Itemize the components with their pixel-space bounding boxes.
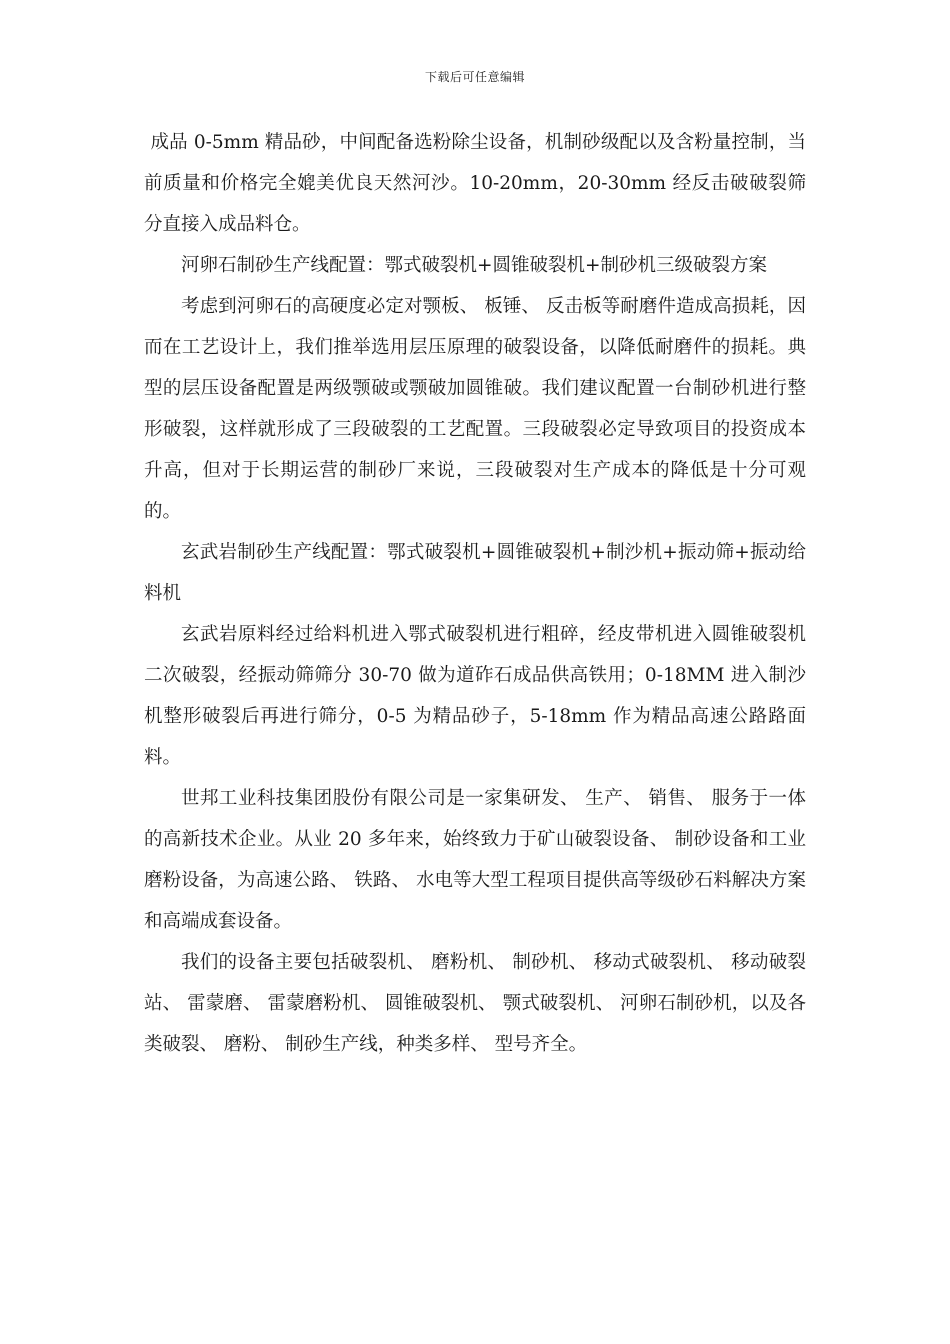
document-body <box>144 122 806 1065</box>
paragraph-company-intro: 世邦工业科技集团股份有限公司是一家集研发、 生产、 销售、 服务于一体的高新技术企业。从业 20 多年来，始终致力于矿山破裂设备、 制砂设备和工业磨粉设备，为高速公路、 铁路、 水电等大型工程项目提供高等级砂石料解决方案和高端成套设备。 <box>144 788 806 932</box>
paragraph-basalt-process: 玄武岩原料经过给料机进入鄂式破裂机进行粗碎，经皮带机进入圆锥破裂机二次破裂，经振动筛筛分 30-70 做为道砟石成品供高铁用；0-18MM 进入制沙机整形破裂后再进行筛分，0-5 为精品砂子，5-18mm 作为精品高速公路路面料。 <box>144 624 806 768</box>
paragraph-pebble-config-heading: 河卵石制砂生产线配置：鄂式破裂机+圆锥破裂机+制砂机三级破裂方案 <box>181 255 768 276</box>
paragraph-basalt-config-heading: 玄武岩制砂生产线配置：鄂式破裂机+圆锥破裂机+制沙机+振动筛+振动给料机 <box>144 542 806 604</box>
page-header: 下载后可任意编辑 <box>424 70 525 84</box>
paragraph-pebble-process: 考虑到河卵石的高硬度必定对颚板、 板锤、 反击板等耐磨件造成高损耗，因而在工艺设计上，我们推举选用层压原理的破裂设备，以降低耐磨件的损耗。典型的层压设备配置是两级颚破或颚破加圆锥破。我们建议配置一台制砂机进行整形破裂，这样就形成了三段破裂的工艺配置。三段破裂必定导致项目的投资成本升高，但对于长期运营的制砂厂来说，三段破裂对生产成本的降低是十分可观的。 <box>144 296 806 522</box>
paragraph-finished-sand: 成品 0-5mm 精品砂，中间配备选粉除尘设备，机制砂级配以及含粉量控制，当前质量和价格完全媲美优良天然河沙。10-20mm，20-30mm 经反击破破裂筛分直接入成品料仓。 <box>144 132 806 235</box>
paragraph-equipment-list: 我们的设备主要包括破裂机、 磨粉机、 制砂机、 移动式破裂机、 移动破裂站、 雷蒙磨、 雷蒙磨粉机、 圆锥破裂机、 颚式破裂机、 河卵石制砂机，以及各类破裂、 磨粉、 制砂生产线，种类多样、 型号齐全。 <box>144 952 806 1055</box>
